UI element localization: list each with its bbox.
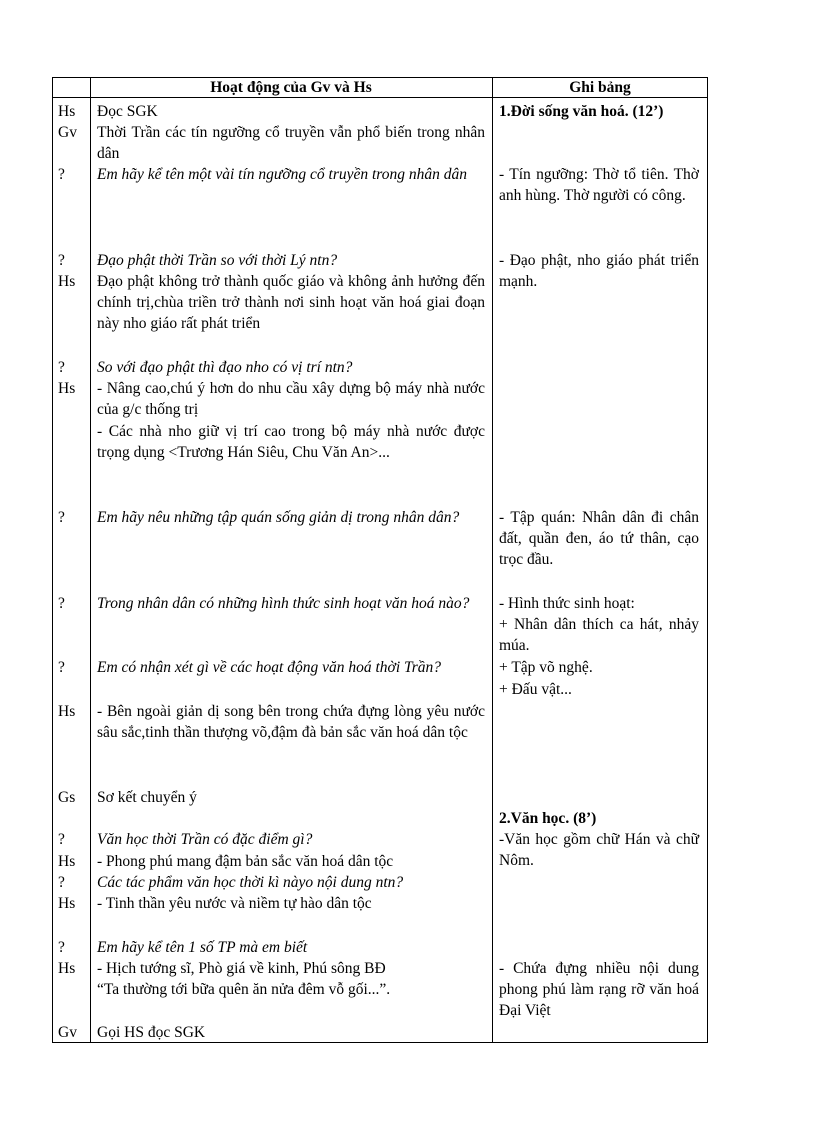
role-label: ? <box>58 831 65 848</box>
note-text: + Nhân dân thích ca hát, nhảy múa. <box>499 616 699 654</box>
question-text: So với đạo phật thì đạo nho có vị trí ntn? <box>97 359 353 376</box>
role-label: Hs <box>58 960 76 977</box>
role-label: Gv <box>58 1024 77 1041</box>
note-text: - Hình thức sinh hoạt: <box>499 595 635 612</box>
role-label: ? <box>58 659 65 676</box>
answer-text: - Tinh thần yêu nước và niềm tự hào dân tộc <box>97 895 372 912</box>
role-label: Hs <box>58 853 76 870</box>
role-label: Hs <box>58 380 76 397</box>
note-text: + Tập võ nghệ. <box>499 659 593 676</box>
activity-text: Thời Trần các tín ngưỡng cổ truyền vẫn phổ biến trong nhân dân <box>97 124 485 162</box>
section-heading: 1.Đời sống văn hoá. (12’) <box>499 103 664 120</box>
header-activity: Hoạt động của Gv và Hs <box>210 79 372 96</box>
activity-text: Gọi HS đọc SGK <box>97 1024 206 1041</box>
answer-text: - Hịch tướng sĩ, Phò giá về kinh, Phú sông BĐ <box>97 960 386 977</box>
question-text: Đạo phật thời Trần so với thời Lý ntn? <box>97 252 338 269</box>
role-label: Gv <box>58 124 77 141</box>
column-divider <box>492 77 493 1043</box>
answer-text: - Bên ngoài giản dị song bên trong chứa đựng lòng yêu nước sâu sắc,tinh thần thượng võ,đậm đà bản sắc văn hoá dân tộc <box>97 703 485 741</box>
section-heading: 2.Văn học. (8’) <box>499 810 597 827</box>
question-text: Em hãy kể tên 1 số TP mà em biết <box>97 939 308 956</box>
role-label: Gs <box>58 789 76 806</box>
question-text: Em có nhận xét gì về các hoạt động văn hoá thời Trần? <box>97 659 442 676</box>
role-label: ? <box>58 939 65 956</box>
question-text: Văn học thời Trần có đặc điểm gì? <box>97 831 313 848</box>
activity-text: Đọc SGK <box>97 103 158 120</box>
answer-text: - Các nhà nho giữ vị trí cao trong bộ máy nhà nước được trọng dụng <Trương Hán Siêu, Chu Văn An>... <box>97 423 485 461</box>
activity-text: Sơ kết chuyển ý <box>97 789 197 806</box>
note-text: - Chứa đựng nhiều nội dung phong phú làm rạng rỡ văn hoá Đại Việt <box>499 960 699 1019</box>
question-text: Em hãy kể tên một vài tín ngưỡng cổ truyền trong nhân dân <box>97 166 468 183</box>
role-label: ? <box>58 509 65 526</box>
note-text: -Văn học gồm chữ Hán và chữ Nôm. <box>499 831 699 869</box>
role-label: ? <box>58 166 65 183</box>
header-notes: Ghi bảng <box>569 79 631 96</box>
answer-text: Đạo phật không trở thành quốc giáo và không ảnh hưởng đến chính trị,chùa triền trở thành nơi sinh hoạt văn hoá giai đoạn này nho giáo rất phát triển <box>97 273 485 332</box>
role-label: ? <box>58 252 65 269</box>
note-text: - Tập quán: Nhân dân đi chân đất, quần đen, áo tứ thân, cạo trọc đầu. <box>499 509 699 568</box>
header-divider <box>52 97 708 98</box>
question-text: Em hãy nêu những tập quán sống giản dị trong nhân dân? <box>97 509 460 526</box>
question-text: Trong nhân dân có những hình thức sinh hoạt văn hoá nào? <box>97 595 470 612</box>
quote-text: “Ta thường tới bữa quên ăn nửa đêm vỗ gối...”. <box>97 981 391 998</box>
role-column-divider <box>90 77 91 1043</box>
answer-text: - Phong phú mang đậm bản sắc văn hoá dân tộc <box>97 853 394 870</box>
question-text: Các tác phẩm văn học thời kì nàyo nội dung ntn? <box>97 874 404 891</box>
role-label: Hs <box>58 703 76 720</box>
note-text: - Tín ngưỡng: Thờ tổ tiên. Thờ anh hùng. Thờ người có công. <box>499 166 699 204</box>
role-label: ? <box>58 874 65 891</box>
role-label: ? <box>58 595 65 612</box>
answer-text: - Nâng cao,chú ý hơn do nhu cầu xây dựng bộ máy nhà nước của g/c thống trị <box>97 380 485 418</box>
role-label: ? <box>58 359 65 376</box>
note-text: - Đạo phật, nho giáo phát triển mạnh. <box>499 252 699 290</box>
role-label: Hs <box>58 103 76 120</box>
note-text: + Đấu vật... <box>499 681 572 698</box>
role-label: Hs <box>58 273 76 290</box>
role-label: Hs <box>58 895 76 912</box>
